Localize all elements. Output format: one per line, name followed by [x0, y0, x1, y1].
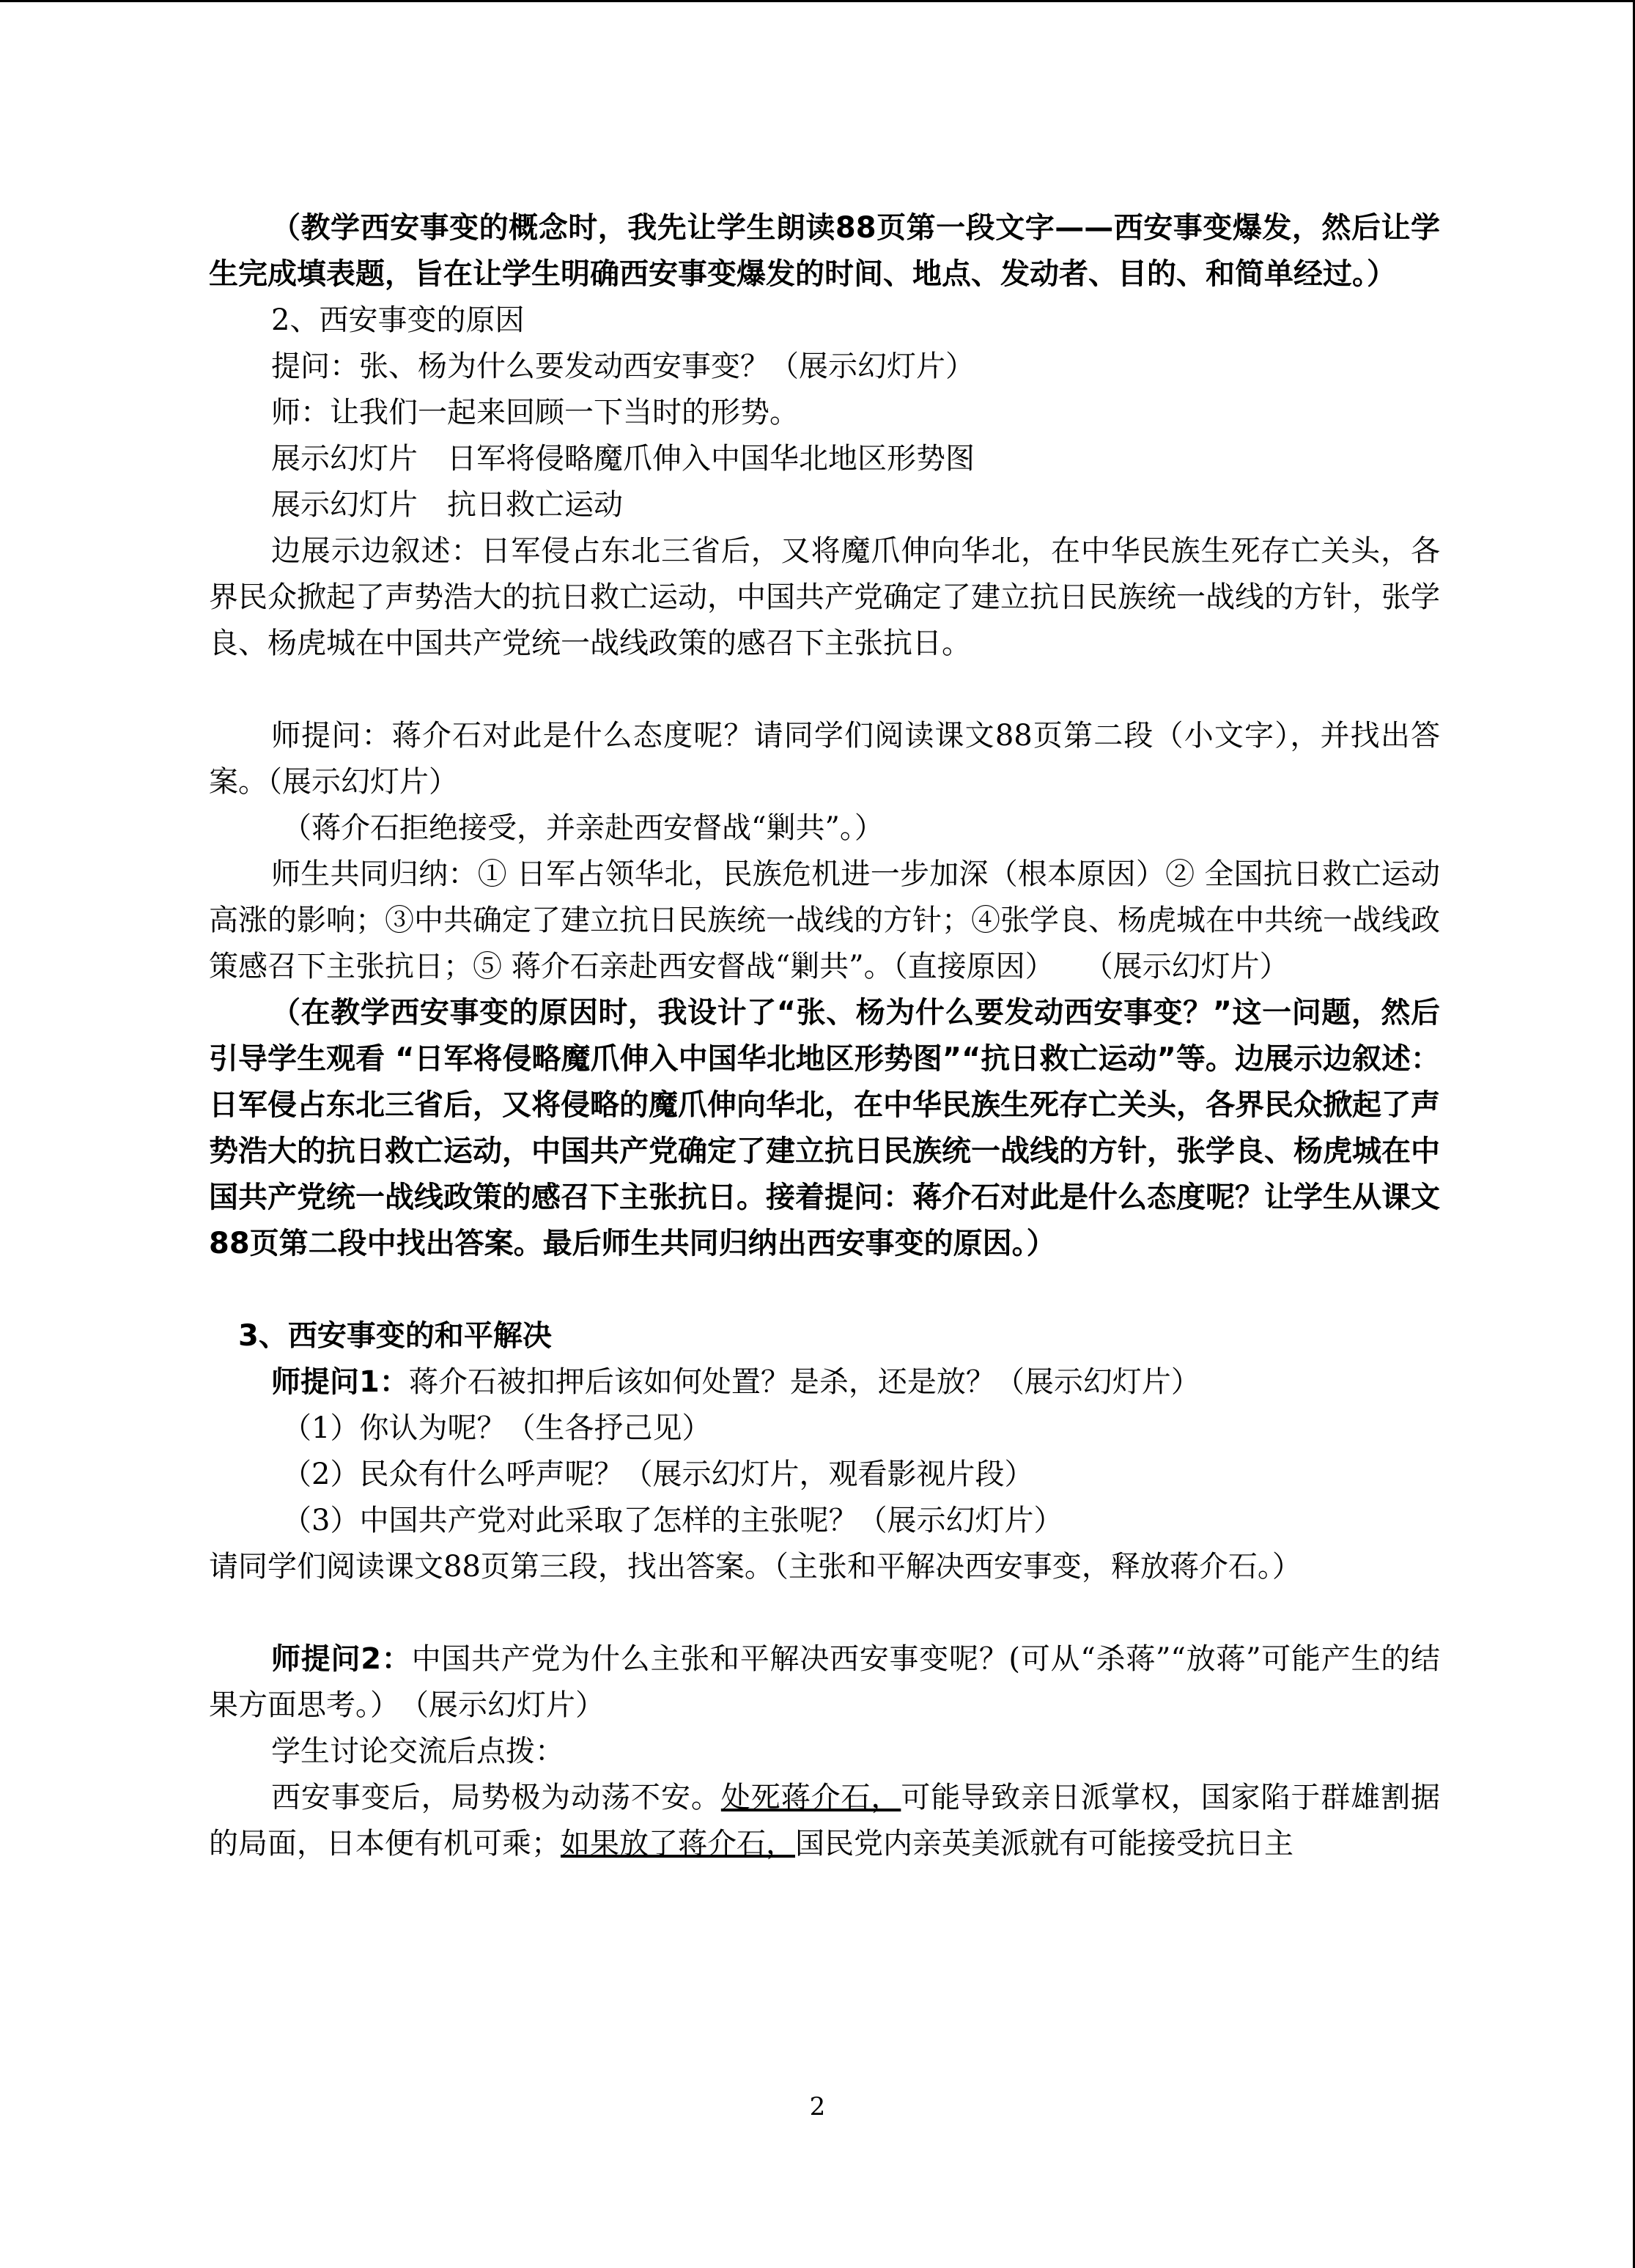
slide-title: 日军将侵略魔爪伸入中国华北地区形势图: [447, 442, 975, 476]
narration-paragraph: 边展示边叙述：日军侵占东北三省后，又将魔爪伸向华北，在中华民族生死存亡关头，各界民众掀起了声势浩大的抗日救亡运动，中国共产党确定了建立抗日民族统一战线的方针，张学良、杨虎城在中国共产党统一战线政策的感召下主张抗日。: [209, 534, 1440, 660]
slide-title: 抗日救亡运动: [447, 488, 623, 522]
question-text: 中国共产党为什么主张和平解决西安事变呢？(可从“杀蒋”“放蒋”可能产生的结果方面思考。） （展示幻灯片）: [209, 1642, 1440, 1722]
summary-paragraph: 师生共同归纳：① 日军占领华北，民族危机进一步加深（根本原因）② 全国抗日救亡运动高涨的影响；③中共确定了建立抗日民族统一战线的方针；④张学良、杨虎城在中共统一战线政策感召下主张抗日；⑤ 蒋介石亲赴西安督战“剿共”。（直接原因） （展示幻灯片）: [209, 857, 1440, 983]
slide-label: 展示幻灯片: [271, 442, 418, 476]
text-run: 西安事变后，局势极为动荡不安。: [271, 1781, 721, 1814]
discussion-line: 学生讨论交流后点拨：: [271, 1735, 564, 1768]
answer-line: （蒋介石拒绝接受，并亲赴西安督战“剿共”。）: [282, 811, 884, 845]
explanation-paragraph: [209, 1775, 1440, 1867]
teaching-note-causes: （在教学西安事变的原因时，我设计了“张、杨为什么要发动西安事变？”这一问题，然后引导学生观看 “日军将侵略魔爪伸入中国华北地区形势图”“抗日救亡运动”等。边展示边叙述：日军侵占东北三省后，又将侵略的魔爪伸向华北，在中华民族生死存亡关头，各界民众掀起了声势浩大的抗日救亡运动，中国共产党确定了建立抗日民族统一战线的方针，张学良、杨虎城在中国共产党统一战线政策的感召下主张抗日。接着提问：蒋介石对此是什么态度呢？让学生从课文88页第二段中找出答案。最后师生共同归纳出西安事变的原因。）: [209, 996, 1440, 1260]
document-page: [209, 205, 1440, 1867]
reading-instruction: 请同学们阅读课文88页第三段，找出答案。（主张和平解决西安事变，释放蒋介石。）: [209, 1550, 1302, 1584]
option-line: （1）你认为呢？（生各抒己见）: [282, 1411, 712, 1445]
underlined-phrase: 如果放了蒋介石，: [561, 1827, 795, 1861]
teacher-line: 师：让我们一起来回顾一下当时的形势。: [271, 396, 799, 429]
section-heading-causes: 2、西安事变的原因: [271, 303, 525, 337]
slide-line-1: [209, 436, 1440, 482]
question-text: 蒋介石被扣押后该如何处置？是杀，还是放？（展示幻灯片）: [408, 1365, 1200, 1399]
section-heading-resolution: 3、西安事变的和平解决: [238, 1319, 552, 1353]
option-line: （3）中国共产党对此采取了怎样的主张呢？（展示幻灯片）: [282, 1504, 1063, 1537]
question-label: 师提问2：: [271, 1642, 412, 1676]
text-run: 国民党内亲英美派就有可能接受抗日主: [795, 1827, 1293, 1861]
question-1-line: [209, 1359, 1440, 1406]
option-line: （2）民众有什么呼声呢？（展示幻灯片，观看影视片段）: [282, 1458, 1034, 1491]
question-label: 师提问1：: [271, 1365, 409, 1399]
slide-line-2: [209, 482, 1440, 528]
underlined-phrase: 处死蒋介石，: [720, 1781, 901, 1814]
page-number: 2: [809, 2092, 826, 2121]
text-run: 可能导致亲日派掌权，国家陷于群雄割据的局面，日本便有机可乘；: [209, 1781, 1441, 1861]
page-border-top: [0, 0, 1635, 2]
question-chiang-attitude: 师提问：蒋介石对此是什么态度呢？请同学们阅读课文88页第二段（小文字），并找出答案。（展示幻灯片）: [209, 719, 1440, 799]
teaching-note-concept: （教学西安事变的概念时，我先让学生朗读88页第一段文字——西安事变爆发，然后让学生完成填表题，旨在让学生明确西安事变爆发的时间、地点、发动者、目的、和简单经过。）: [209, 211, 1440, 291]
question-line: 提问：张、杨为什么要发动西安事变？（展示幻灯片）: [271, 350, 975, 383]
question-2-line: [209, 1636, 1440, 1729]
slide-label: 展示幻灯片: [271, 488, 418, 522]
